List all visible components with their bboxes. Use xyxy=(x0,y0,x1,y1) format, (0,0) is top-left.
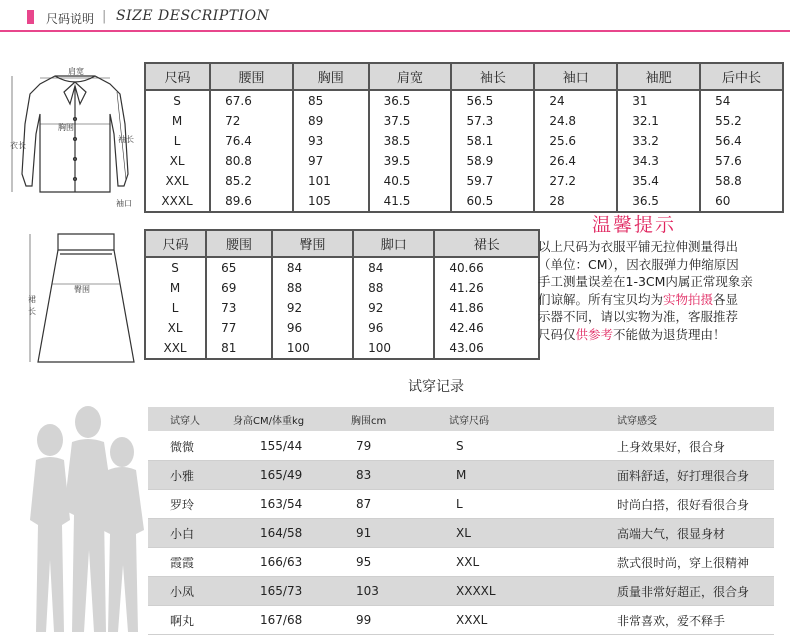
record-cell: 79 xyxy=(350,432,448,461)
skirt-size-cell: 88 xyxy=(272,278,353,298)
record-cell: 非常喜欢，爱不释手 xyxy=(593,606,774,635)
top-header-cell: 后中长 xyxy=(700,63,783,90)
top-size-row xyxy=(145,111,783,131)
top-size-cell: 85 xyxy=(293,90,369,111)
top-size-cell: 57.6 xyxy=(700,151,783,171)
top-size-cell: 56.4 xyxy=(700,131,783,151)
top-size-row xyxy=(145,131,783,151)
top-size-cell: XL xyxy=(145,151,210,171)
top-size-cell: 76.4 xyxy=(210,131,293,151)
top-size-row xyxy=(145,191,783,212)
record-row xyxy=(148,432,774,461)
top-size-row xyxy=(145,90,783,111)
people-silhouette xyxy=(10,400,150,633)
skirt-size-cell: S xyxy=(145,257,206,278)
top-size-cell: 40.5 xyxy=(369,171,452,191)
page-header xyxy=(0,0,790,34)
top-size-cell: 24 xyxy=(534,90,617,111)
top-size-cell: 60 xyxy=(700,191,783,212)
top-size-cell: S xyxy=(145,90,210,111)
skirt-size-cell: 40.66 xyxy=(434,257,539,278)
skirt-size-cell: 69 xyxy=(206,278,272,298)
top-size-cell: 34.3 xyxy=(617,151,700,171)
record-cell: XXXL xyxy=(448,606,593,635)
skirt-size-cell: 73 xyxy=(206,298,272,318)
record-row xyxy=(148,606,774,635)
header-divider xyxy=(0,30,790,32)
top-size-cell: 89 xyxy=(293,111,369,131)
record-cell: 103 xyxy=(350,577,448,606)
top-size-cell: 38.5 xyxy=(369,131,452,151)
skirt-header-cell: 尺码 xyxy=(145,230,206,257)
top-size-cell: 54 xyxy=(700,90,783,111)
top-size-cell: 60.5 xyxy=(451,191,534,212)
record-row xyxy=(148,461,774,490)
top-size-cell: XXL xyxy=(145,171,210,191)
record-cell: 87 xyxy=(350,490,448,519)
top-size-cell: M xyxy=(145,111,210,131)
label-chest: 胸围 xyxy=(58,123,74,132)
records-header-cell: 试穿人 xyxy=(148,407,232,432)
tip-title: 温馨提示 xyxy=(592,214,677,236)
top-size-cell: 56.5 xyxy=(451,90,534,111)
record-cell: 微微 xyxy=(148,432,232,461)
skirt-size-cell: 92 xyxy=(272,298,353,318)
skirt-header-cell: 腰围 xyxy=(206,230,272,257)
top-size-cell: 36.5 xyxy=(617,191,700,212)
header-accent-mark xyxy=(27,10,34,24)
record-cell: 上身效果好，很合身 xyxy=(593,432,774,461)
top-size-cell: 31 xyxy=(617,90,700,111)
top-header-cell: 袖肥 xyxy=(617,63,700,90)
records-title: 试穿记录 xyxy=(408,379,464,395)
record-cell: 99 xyxy=(350,606,448,635)
skirt-size-row xyxy=(145,278,539,298)
record-cell: 155/44 xyxy=(232,432,350,461)
top-size-cell: 26.4 xyxy=(534,151,617,171)
skirt-size-cell: 96 xyxy=(272,318,353,338)
top-size-cell: 33.2 xyxy=(617,131,700,151)
record-cell: 小凤 xyxy=(148,577,232,606)
record-cell: 面料舒适，好打理很合身 xyxy=(593,461,774,490)
record-cell: 小白 xyxy=(148,519,232,548)
skirt-size-cell: 41.26 xyxy=(434,278,539,298)
top-size-cell: 24.8 xyxy=(534,111,617,131)
tip-highlight: 供参考 xyxy=(575,326,614,342)
top-size-cell: 28 xyxy=(534,191,617,212)
top-size-cell: 59.7 xyxy=(451,171,534,191)
top-size-cell: 55.2 xyxy=(700,111,783,131)
tip-line xyxy=(538,291,778,309)
tip-line: 手工测量误差在1-3CM内属正常现象亲 xyxy=(538,274,753,289)
record-cell: 83 xyxy=(350,461,448,490)
skirt-header-cell: 裙长 xyxy=(434,230,539,257)
record-cell: 166/63 xyxy=(232,548,350,577)
record-cell: 95 xyxy=(350,548,448,577)
record-cell: 167/68 xyxy=(232,606,350,635)
skirt-diagram xyxy=(20,222,140,372)
record-cell: 罗玲 xyxy=(148,490,232,519)
header-separator: | xyxy=(102,9,107,24)
skirt-size-row xyxy=(145,338,539,359)
top-size-cell: L xyxy=(145,131,210,151)
skirt-size-cell: 43.06 xyxy=(434,338,539,359)
record-cell: 霞霞 xyxy=(148,548,232,577)
record-row xyxy=(148,577,774,606)
top-size-cell: 39.5 xyxy=(369,151,452,171)
top-size-cell: 58.1 xyxy=(451,131,534,151)
skirt-size-row xyxy=(145,318,539,338)
top-size-cell: 67.6 xyxy=(210,90,293,111)
tip-line: 示器不同，请以实物为准，客服推荐 xyxy=(538,309,739,324)
top-size-table xyxy=(144,62,784,213)
top-size-cell: 72 xyxy=(210,111,293,131)
top-size-cell: 93 xyxy=(293,131,369,151)
skirt-size-cell: XXL xyxy=(145,338,206,359)
record-cell: 163/54 xyxy=(232,490,350,519)
records-header-cell: 试穿感受 xyxy=(593,407,774,432)
record-cell: M xyxy=(448,461,593,490)
label-sleeve: 袖长 xyxy=(118,135,134,144)
skirt-size-cell: 42.46 xyxy=(434,318,539,338)
record-row xyxy=(148,519,774,548)
top-size-cell: 41.5 xyxy=(369,191,452,212)
top-size-cell: 37.5 xyxy=(369,111,452,131)
skirt-header-cell: 臀围 xyxy=(272,230,353,257)
skirt-size-table xyxy=(144,229,540,360)
tip-text: 不能做为退货理由！ xyxy=(613,326,726,342)
record-cell: 啊丸 xyxy=(148,606,232,635)
top-size-cell: 57.3 xyxy=(451,111,534,131)
skirt-size-cell: 81 xyxy=(206,338,272,359)
top-size-cell: XXXL xyxy=(145,191,210,212)
label-skirt-length-2: 长 xyxy=(28,307,36,316)
skirt-size-cell: L xyxy=(145,298,206,318)
record-cell: XXXXL xyxy=(448,577,593,606)
top-size-row xyxy=(145,171,783,191)
top-size-cell: 58.8 xyxy=(700,171,783,191)
tip-line xyxy=(538,326,778,344)
record-cell: 小雅 xyxy=(148,461,232,490)
top-size-cell: 97 xyxy=(293,151,369,171)
tip-line: （单位：CM），因衣服弹力伸缩原因 xyxy=(538,256,739,272)
top-size-cell: 80.8 xyxy=(210,151,293,171)
skirt-size-cell: 65 xyxy=(206,257,272,278)
skirt-size-cell: 84 xyxy=(353,257,434,278)
label-cuff: 袖口 xyxy=(116,199,132,208)
record-cell: XXL xyxy=(448,548,593,577)
top-size-row xyxy=(145,151,783,171)
skirt-size-row xyxy=(145,298,539,318)
top-header-cell: 袖口 xyxy=(534,63,617,90)
skirt-size-cell: 100 xyxy=(353,338,434,359)
records-table xyxy=(148,407,774,635)
record-cell: 高端大气，很显身材 xyxy=(593,519,774,548)
records-header-cell: 胸围cm xyxy=(350,407,448,432)
tip-line: 以上尺码为衣服平铺无拉伸测量得出 xyxy=(538,239,739,254)
top-size-cell: 27.2 xyxy=(534,171,617,191)
record-cell: L xyxy=(448,490,593,519)
record-cell: 款式很时尚，穿上很精神 xyxy=(593,548,774,577)
skirt-size-cell: 41.86 xyxy=(434,298,539,318)
shirt-diagram xyxy=(0,64,140,214)
record-cell: 91 xyxy=(350,519,448,548)
top-size-cell: 25.6 xyxy=(534,131,617,151)
tip-text: 们谅解。所有宝贝均为 xyxy=(538,291,664,307)
top-header-cell: 尺码 xyxy=(145,63,210,90)
top-size-cell: 105 xyxy=(293,191,369,212)
skirt-size-row xyxy=(145,257,539,278)
record-cell: 时尚白搭，很好看很合身 xyxy=(593,490,774,519)
skirt-size-cell: 96 xyxy=(353,318,434,338)
record-row xyxy=(148,548,774,577)
header-title-en: SIZE DESCRIPTION xyxy=(116,8,270,24)
top-size-cell: 36.5 xyxy=(369,90,452,111)
skirt-size-cell: 84 xyxy=(272,257,353,278)
records-header-cell: 身高CM/体重kg xyxy=(232,407,350,432)
records-header-cell: 试穿尺码 xyxy=(448,407,593,432)
top-header-cell: 腰围 xyxy=(210,63,293,90)
top-size-cell: 58.9 xyxy=(451,151,534,171)
top-size-cell: 35.4 xyxy=(617,171,700,191)
tip-text: 各显 xyxy=(713,291,739,307)
skirt-size-cell: 100 xyxy=(272,338,353,359)
top-header-cell: 胸围 xyxy=(293,63,369,90)
record-cell: 164/58 xyxy=(232,519,350,548)
skirt-size-cell: 77 xyxy=(206,318,272,338)
skirt-size-cell: 88 xyxy=(353,278,434,298)
record-row xyxy=(148,490,774,519)
label-skirt-length-1: 裙 xyxy=(28,295,36,304)
header-title-cn: 尺码说明 xyxy=(46,12,95,26)
label-shoulder: 肩宽 xyxy=(68,67,84,76)
tip-body xyxy=(538,238,778,343)
skirt-header-cell: 脚口 xyxy=(353,230,434,257)
tip-highlight: 实物拍摄 xyxy=(663,291,714,307)
record-cell: 165/73 xyxy=(232,577,350,606)
record-cell: S xyxy=(448,432,593,461)
top-header-cell: 袖长 xyxy=(451,63,534,90)
label-length: 衣长 xyxy=(10,141,26,150)
top-size-cell: 89.6 xyxy=(210,191,293,212)
top-size-cell: 32.1 xyxy=(617,111,700,131)
top-header-cell: 肩宽 xyxy=(369,63,452,90)
skirt-size-cell: 92 xyxy=(353,298,434,318)
skirt-size-cell: XL xyxy=(145,318,206,338)
tip-text: 尺码仅 xyxy=(538,326,576,342)
top-size-cell: 101 xyxy=(293,171,369,191)
record-cell: XL xyxy=(448,519,593,548)
record-cell: 165/49 xyxy=(232,461,350,490)
top-size-cell: 85.2 xyxy=(210,171,293,191)
record-cell: 质量非常好超正，很合身 xyxy=(593,577,774,606)
label-hip: 臀围 xyxy=(74,285,90,294)
skirt-size-cell: M xyxy=(145,278,206,298)
